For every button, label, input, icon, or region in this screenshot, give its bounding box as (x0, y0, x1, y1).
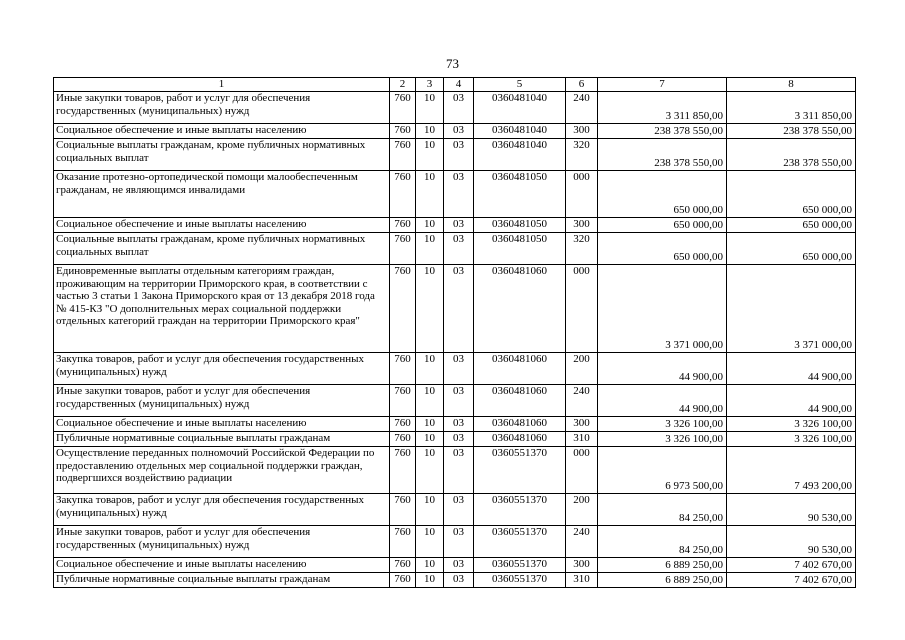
row-value-cell: 0360481040 (474, 139, 566, 171)
table-row (54, 265, 856, 353)
row-name-cell: Социальное обеспечение и иные выплаты населению (54, 558, 390, 573)
row-name-cell: Осуществление переданных полномочий Российской Федерации по предоставлению отдельных мер социальной поддержки граждан, подвергшихся воздействию радиации (54, 447, 390, 494)
row-value-cell: 84 250,00 (598, 526, 727, 558)
row-value-cell: 3 311 850,00 (727, 92, 856, 124)
row-value-cell: 000 (566, 447, 598, 494)
row-value-cell: 650 000,00 (727, 233, 856, 265)
row-value-cell: 03 (444, 233, 474, 265)
row-value-cell: 0360481060 (474, 265, 566, 353)
row-name-cell: Социальное обеспечение и иные выплаты населению (54, 417, 390, 432)
row-value-cell: 44 900,00 (727, 353, 856, 385)
row-value-cell: 10 (416, 171, 444, 218)
row-value-cell: 3 326 100,00 (727, 432, 856, 447)
row-value-cell: 03 (444, 417, 474, 432)
table-row (54, 124, 856, 139)
row-name-cell: Закупка товаров, работ и услуг для обеспечения государственных (муниципальных) нужд (54, 353, 390, 385)
row-value-cell: 000 (566, 265, 598, 353)
row-value-cell: 300 (566, 218, 598, 233)
row-value-cell: 650 000,00 (727, 171, 856, 218)
row-value-cell: 200 (566, 494, 598, 526)
row-value-cell: 03 (444, 139, 474, 171)
row-value-cell: 03 (444, 124, 474, 139)
row-value-cell: 03 (444, 171, 474, 218)
row-value-cell: 10 (416, 92, 444, 124)
row-value-cell: 300 (566, 124, 598, 139)
row-value-cell: 3 326 100,00 (598, 417, 727, 432)
row-name-cell: Оказание протезно-ортопедической помощи малообеспеченным гражданам, не являющимся инвалидами (54, 171, 390, 218)
row-value-cell: 0360551370 (474, 573, 566, 588)
row-name-cell: Социальное обеспечение и иные выплаты населению (54, 124, 390, 139)
table-row (54, 573, 856, 588)
row-value-cell: 10 (416, 573, 444, 588)
row-value-cell: 3 371 000,00 (727, 265, 856, 353)
table-row (54, 218, 856, 233)
row-value-cell: 760 (390, 353, 416, 385)
row-value-cell: 10 (416, 432, 444, 447)
row-value-cell: 200 (566, 353, 598, 385)
header-cell: 8 (727, 78, 856, 92)
row-value-cell: 6 889 250,00 (598, 573, 727, 588)
table-row (54, 417, 856, 432)
row-value-cell: 760 (390, 494, 416, 526)
row-value-cell: 03 (444, 573, 474, 588)
page-number: 73 (446, 56, 459, 71)
row-value-cell: 0360481050 (474, 218, 566, 233)
header-row (54, 78, 856, 92)
row-value-cell: 238 378 550,00 (598, 124, 727, 139)
row-value-cell: 760 (390, 124, 416, 139)
row-value-cell: 6 889 250,00 (598, 558, 727, 573)
table-row (54, 558, 856, 573)
row-value-cell: 44 900,00 (727, 385, 856, 417)
row-value-cell: 44 900,00 (598, 385, 727, 417)
header-cell: 5 (474, 78, 566, 92)
row-name-cell: Социальные выплаты гражданам, кроме публичных нормативных социальных выплат (54, 233, 390, 265)
row-value-cell: 760 (390, 92, 416, 124)
row-value-cell: 300 (566, 417, 598, 432)
row-value-cell: 240 (566, 385, 598, 417)
row-value-cell: 650 000,00 (598, 171, 727, 218)
row-value-cell: 10 (416, 558, 444, 573)
row-value-cell: 0360551370 (474, 526, 566, 558)
table-row (54, 171, 856, 218)
row-value-cell: 3 326 100,00 (598, 432, 727, 447)
header-cell: 2 (390, 78, 416, 92)
row-value-cell: 10 (416, 385, 444, 417)
row-value-cell: 10 (416, 218, 444, 233)
header-cell: 1 (54, 78, 390, 92)
header-cell: 6 (566, 78, 598, 92)
header-cell: 3 (416, 78, 444, 92)
row-value-cell: 760 (390, 573, 416, 588)
row-value-cell: 238 378 550,00 (727, 124, 856, 139)
row-value-cell: 10 (416, 124, 444, 139)
row-value-cell: 03 (444, 526, 474, 558)
row-value-cell: 760 (390, 218, 416, 233)
row-value-cell: 6 973 500,00 (598, 447, 727, 494)
row-value-cell: 760 (390, 385, 416, 417)
table-row (54, 526, 856, 558)
row-value-cell: 0360551370 (474, 494, 566, 526)
table-row (54, 92, 856, 124)
row-value-cell: 238 378 550,00 (727, 139, 856, 171)
row-value-cell: 238 378 550,00 (598, 139, 727, 171)
row-value-cell: 0360551370 (474, 558, 566, 573)
row-value-cell: 3 371 000,00 (598, 265, 727, 353)
row-value-cell: 320 (566, 139, 598, 171)
row-value-cell: 7 402 670,00 (727, 558, 856, 573)
row-name-cell: Закупка товаров, работ и услуг для обеспечения государственных (муниципальных) нужд (54, 494, 390, 526)
row-value-cell: 760 (390, 265, 416, 353)
row-value-cell: 0360481060 (474, 385, 566, 417)
row-value-cell: 03 (444, 432, 474, 447)
table-row (54, 494, 856, 526)
row-value-cell: 03 (444, 494, 474, 526)
table-row (54, 139, 856, 171)
row-value-cell: 7 493 200,00 (727, 447, 856, 494)
row-value-cell: 03 (444, 385, 474, 417)
row-name-cell: Публичные нормативные социальные выплаты гражданам (54, 573, 390, 588)
row-value-cell: 10 (416, 139, 444, 171)
row-value-cell: 650 000,00 (598, 218, 727, 233)
row-value-cell: 760 (390, 447, 416, 494)
row-value-cell: 000 (566, 171, 598, 218)
row-value-cell: 650 000,00 (598, 233, 727, 265)
row-name-cell: Единовременные выплаты отдельным категориям граждан, проживающим на территории Приморского края, в соответствии с частью 3 статьи 1 Закона Приморского края от 13 декабря 2018 года № 415-КЗ "О дополнительных мерах социальной поддержки отдельных категорий граждан на территории Приморского края" (54, 265, 390, 353)
row-value-cell: 03 (444, 447, 474, 494)
row-value-cell: 03 (444, 218, 474, 233)
row-value-cell: 0360481060 (474, 432, 566, 447)
row-value-cell: 90 530,00 (727, 526, 856, 558)
row-value-cell: 760 (390, 526, 416, 558)
row-value-cell: 240 (566, 526, 598, 558)
row-value-cell: 44 900,00 (598, 353, 727, 385)
row-value-cell: 760 (390, 417, 416, 432)
row-value-cell: 10 (416, 265, 444, 353)
row-value-cell: 03 (444, 558, 474, 573)
table-row (54, 385, 856, 417)
row-name-cell: Иные закупки товаров, работ и услуг для обеспечения государственных (муниципальных) нужд (54, 92, 390, 124)
row-value-cell: 03 (444, 353, 474, 385)
row-value-cell: 0360481040 (474, 92, 566, 124)
row-value-cell: 03 (444, 92, 474, 124)
row-name-cell: Иные закупки товаров, работ и услуг для обеспечения государственных (муниципальных) нужд (54, 385, 390, 417)
table-row (54, 432, 856, 447)
row-value-cell: 0360481060 (474, 417, 566, 432)
row-value-cell: 0360481040 (474, 124, 566, 139)
row-value-cell: 3 311 850,00 (598, 92, 727, 124)
row-value-cell: 10 (416, 494, 444, 526)
row-name-cell: Социальное обеспечение и иные выплаты населению (54, 218, 390, 233)
row-value-cell: 3 326 100,00 (727, 417, 856, 432)
row-value-cell: 10 (416, 447, 444, 494)
row-value-cell: 760 (390, 139, 416, 171)
row-value-cell: 7 402 670,00 (727, 573, 856, 588)
row-value-cell: 240 (566, 92, 598, 124)
row-value-cell: 84 250,00 (598, 494, 727, 526)
table-row (54, 233, 856, 265)
row-name-cell: Иные закупки товаров, работ и услуг для обеспечения государственных (муниципальных) нужд (54, 526, 390, 558)
row-value-cell: 310 (566, 573, 598, 588)
row-value-cell: 760 (390, 171, 416, 218)
row-value-cell: 0360481050 (474, 233, 566, 265)
row-value-cell: 0360481050 (474, 171, 566, 218)
row-value-cell: 10 (416, 233, 444, 265)
header-cell: 4 (444, 78, 474, 92)
row-value-cell: 310 (566, 432, 598, 447)
row-name-cell: Социальные выплаты гражданам, кроме публичных нормативных социальных выплат (54, 139, 390, 171)
table-row (54, 353, 856, 385)
row-value-cell: 10 (416, 526, 444, 558)
row-value-cell: 650 000,00 (727, 218, 856, 233)
row-value-cell: 0360551370 (474, 447, 566, 494)
row-value-cell: 03 (444, 265, 474, 353)
row-value-cell: 10 (416, 417, 444, 432)
row-value-cell: 90 530,00 (727, 494, 856, 526)
budget-table (53, 77, 856, 588)
header-cell: 7 (598, 78, 727, 92)
table-row (54, 447, 856, 494)
row-value-cell: 0360481060 (474, 353, 566, 385)
row-value-cell: 760 (390, 558, 416, 573)
row-value-cell: 300 (566, 558, 598, 573)
row-name-cell: Публичные нормативные социальные выплаты гражданам (54, 432, 390, 447)
row-value-cell: 320 (566, 233, 598, 265)
row-value-cell: 760 (390, 432, 416, 447)
row-value-cell: 10 (416, 353, 444, 385)
row-value-cell: 760 (390, 233, 416, 265)
